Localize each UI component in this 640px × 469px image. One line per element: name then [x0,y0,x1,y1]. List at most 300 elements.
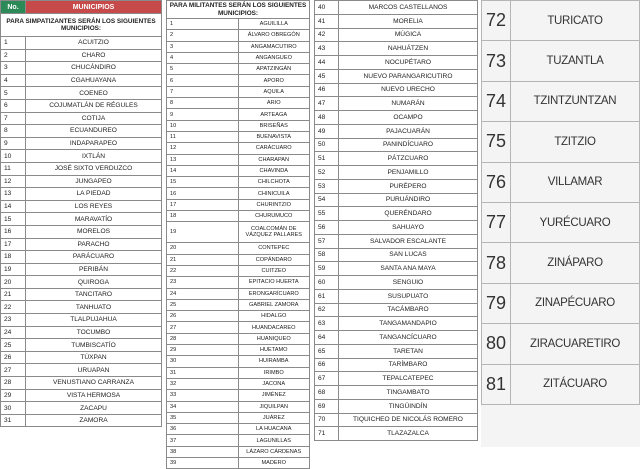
municipio-number: 8 [1,125,26,138]
municipio-row [167,188,310,199]
municipio-number: 55 [315,207,339,221]
municipio-name: JACONA [238,378,310,389]
municipio-row [167,311,310,322]
municipio-number: 54 [315,193,339,207]
municipio-number: 69 [315,399,339,413]
municipio-row [1,213,162,226]
municipio-number: 17 [167,199,239,210]
municipio-name: ARTEAGA [238,109,310,120]
header-no: No. [1,1,26,14]
municipio-row [167,98,310,109]
municipio-row [167,367,310,378]
municipio-number: 14 [1,200,26,213]
municipio-name: MÚGICA [339,28,478,42]
municipio-row [482,1,640,41]
municipio-number: 11 [1,162,26,175]
municipio-number: 57 [315,234,339,248]
municipio-row [315,262,478,276]
sympathizers-table [0,0,162,427]
municipio-name: LOS REYES [26,200,162,213]
municipio-row [1,225,162,238]
municipio-row [167,265,310,276]
municipio-name: TLALPUJAHUA [26,314,162,327]
municipio-name: TACÁMBARO [339,303,478,317]
municipio-name: TÚXPAN [26,351,162,364]
municipio-name: CHAVINDA [238,165,310,176]
sympathizers-title: PARA SIMPATIZANTES SERÁN LOS SIGUIENTES MUNICIPIOS: [1,14,162,37]
municipio-name: SALVADOR ESCALANTE [339,234,478,248]
municipio-number: 4 [167,52,239,63]
municipio-number: 16 [167,188,239,199]
municipio-number: 35 [167,412,239,423]
municipio-name: QUERÉNDARO [339,207,478,221]
municipio-row [482,364,640,404]
municipio-name: SUSUPUATO [339,289,478,303]
municipio-row [167,277,310,288]
header-municipios: MUNICIPIOS [26,1,162,14]
municipio-name: ZINAPÉCUARO [511,283,640,323]
municipio-row [1,188,162,201]
municipio-name: MORELIA [339,14,478,28]
municipio-number: 37 [167,435,239,446]
municipio-row [1,238,162,251]
municipio-name: COJUMATLÁN DE RÉGULES [26,99,162,112]
municipio-row [315,83,478,97]
municipio-number: 25 [167,299,239,310]
municipio-row [482,324,640,364]
municipio-name: TOCUMBO [26,326,162,339]
municipio-row [167,41,310,52]
municipio-name: CHURUMUCO [238,211,310,222]
municipio-number: 76 [482,162,511,202]
municipio-number: 59 [315,262,339,276]
municipio-number: 79 [482,283,511,323]
municipio-name: SAHUAYO [339,221,478,235]
municipio-number: 21 [1,288,26,301]
municipio-row [167,457,310,468]
municipio-number: 9 [1,137,26,150]
municipio-row [315,69,478,83]
municipio-row [315,56,478,70]
municipio-number: 15 [1,213,26,226]
municipio-name: EPITACIO HUERTA [238,277,310,288]
municipio-number: 24 [167,288,239,299]
sympathizers-panel [0,0,162,447]
municipio-name: BUENAVISTA [238,131,310,142]
municipio-row [167,109,310,120]
municipio-name: ZIRACUARETIRO [511,324,640,364]
municipio-name: LAGUNILLAS [238,435,310,446]
municipio-name: ACUITZIO [26,37,162,50]
municipio-row [167,299,310,310]
municipio-row [315,221,478,235]
municipio-name: NAHUÁTZEN [339,42,478,56]
municipio-number: 19 [167,222,239,243]
municipio-number: 27 [167,322,239,333]
municipio-row [315,42,478,56]
municipio-name: TIQUICHEO DE NICOLÁS ROMERO [339,413,478,427]
municipio-name: TANGAMANDAPIO [339,317,478,331]
municipio-number: 58 [315,248,339,262]
municipio-name: ECUANDUREO [26,125,162,138]
municipio-row [167,165,310,176]
municipio-name: MADERO [238,457,310,468]
municipio-number: 10 [167,120,239,131]
municipio-number: 19 [1,263,26,276]
municipio-name: TUZANTLA [511,41,640,81]
municipio-name: URUAPAN [26,364,162,377]
municipio-row [315,28,478,42]
municipio-number: 1 [1,37,26,50]
municipio-name: ZAMORA [26,414,162,427]
municipio-number: 6 [167,75,239,86]
municipio-row [482,122,640,162]
municipio-number: 20 [167,243,239,254]
municipio-row [315,207,478,221]
municipio-row [315,14,478,28]
municipio-name: TANGANCÍCUARO [339,331,478,345]
municipio-name: PARACHO [26,238,162,251]
municipio-name: TZINTZUNTZAN [511,81,640,121]
municipio-name: COTIJA [26,112,162,125]
militants-title: PARA MILITANTES SERÁN LOS SIGUIENTES MUNICIPIOS: [167,1,310,19]
municipio-name: JUNGAPEO [26,175,162,188]
municipio-name: JUÁREZ [238,412,310,423]
municipio-row [315,166,478,180]
municipio-number: 73 [482,41,511,81]
municipio-name: PÁTZCUARO [339,152,478,166]
municipio-row [167,64,310,75]
municipio-row [315,179,478,193]
municipio-name: IXTLÁN [26,150,162,163]
municipio-row [1,339,162,352]
municipio-number: 45 [315,69,339,83]
municipio-number: 15 [167,177,239,188]
municipio-name: SENGUIO [339,276,478,290]
municipio-row [1,389,162,402]
municipio-name: GABRIEL ZAMORA [238,299,310,310]
municipio-row [315,289,478,303]
municipio-row [167,243,310,254]
municipio-number: 38 [167,446,239,457]
municipio-number: 56 [315,221,339,235]
municipio-row [315,124,478,138]
municipio-row [315,331,478,345]
municipio-row [315,138,478,152]
municipio-name: CHURINTZIO [238,199,310,210]
municipio-name: SAN LUCAS [339,248,478,262]
municipio-row [1,364,162,377]
municipio-number: 27 [1,364,26,377]
municipio-number: 75 [482,122,511,162]
municipio-row [315,193,478,207]
municipio-number: 51 [315,152,339,166]
municipio-name: QUIROGA [26,276,162,289]
municipio-row [167,378,310,389]
municipio-number: 20 [1,276,26,289]
municipio-name: INDAPARAPEO [26,137,162,150]
municipio-name: ANGAMACUTIRO [238,41,310,52]
municipio-row [315,386,478,400]
municipio-row [1,87,162,100]
militants-final-table [481,0,640,405]
municipio-row [167,333,310,344]
municipio-name: ZITÁCUARO [511,364,640,404]
municipio-row [167,199,310,210]
municipio-row [1,314,162,327]
municipio-number: 65 [315,344,339,358]
municipio-number: 42 [315,28,339,42]
municipio-number: 31 [1,414,26,427]
municipio-number: 41 [315,14,339,28]
municipio-row [167,412,310,423]
municipio-number: 36 [167,424,239,435]
municipio-number: 31 [167,367,239,378]
municipio-number: 10 [1,150,26,163]
municipio-name: MARCOS CASTELLANOS [339,1,478,15]
municipio-number: 49 [315,124,339,138]
municipio-number: 66 [315,358,339,372]
municipio-row [167,154,310,165]
municipio-name: ZINÁPARO [511,243,640,283]
municipio-name: PURÉPERO [339,179,478,193]
municipio-row [1,150,162,163]
municipio-name: TLAZAZALCA [339,427,478,441]
municipio-row [1,414,162,427]
municipio-row [167,356,310,367]
municipio-name: PANINDÍCUARO [339,138,478,152]
municipio-number: 29 [1,389,26,402]
municipio-row [315,317,478,331]
municipio-number: 34 [167,401,239,412]
municipio-name: HUANDACAREO [238,322,310,333]
municipio-number: 8 [167,98,239,109]
municipio-name: TURICATO [511,1,640,41]
municipio-number: 7 [1,112,26,125]
municipio-number: 13 [1,188,26,201]
municipio-number: 11 [167,131,239,142]
municipio-row [482,243,640,283]
municipio-row [167,19,310,30]
municipio-number: 7 [167,86,239,97]
municipio-name: APATZINGÁN [238,64,310,75]
municipio-number: 23 [1,314,26,327]
militants-final-panel [481,0,640,447]
municipio-row [167,75,310,86]
municipio-name: ARIO [238,98,310,109]
municipio-number: 28 [167,333,239,344]
municipio-number: 62 [315,303,339,317]
municipio-row [167,401,310,412]
municipio-number: 1 [167,19,239,30]
municipio-row [167,435,310,446]
municipio-number: 40 [315,1,339,15]
municipio-row [315,248,478,262]
municipio-number: 63 [315,317,339,331]
municipio-number: 3 [167,41,239,52]
municipio-number: 52 [315,166,339,180]
municipio-row [315,344,478,358]
municipio-number: 29 [167,345,239,356]
municipio-row [482,162,640,202]
municipio-number: 25 [1,339,26,352]
municipio-row [167,254,310,265]
municipio-row [167,222,310,243]
municipio-number: 12 [1,175,26,188]
municipio-row [1,137,162,150]
municipio-number: 33 [167,390,239,401]
municipio-name: TANHUATO [26,301,162,314]
municipio-name: JIMÉNEZ [238,390,310,401]
municipio-number: 46 [315,83,339,97]
municipio-row [167,131,310,142]
municipio-number: 26 [167,311,239,322]
municipio-name: AGUILILLA [238,19,310,30]
municipio-row [1,251,162,264]
municipio-number: 23 [167,277,239,288]
municipio-number: 30 [167,356,239,367]
municipio-name: TINGAMBATO [339,386,478,400]
municipio-name: BRISEÑAS [238,120,310,131]
municipio-row [1,37,162,50]
municipio-number: 64 [315,331,339,345]
municipio-row [167,177,310,188]
municipio-name: CARÁCUARO [238,143,310,154]
municipio-row [315,413,478,427]
municipio-name: OCAMPO [339,111,478,125]
municipio-name: TARÍMBARO [339,358,478,372]
municipio-name: CHUCÁNDIRO [26,62,162,75]
municipio-number: 67 [315,372,339,386]
municipio-number: 3 [1,62,26,75]
municipio-number: 5 [1,87,26,100]
municipio-number: 53 [315,179,339,193]
municipio-row [315,1,478,15]
municipio-name: PERIBÁN [26,263,162,276]
municipio-name: TEPALCATEPEC [339,372,478,386]
municipio-name: PARÁCUARO [26,251,162,264]
municipio-row [315,427,478,441]
municipio-row [315,234,478,248]
municipio-number: 26 [1,351,26,364]
municipio-row [167,211,310,222]
municipio-number: 80 [482,324,511,364]
municipio-name: TUMBISCATÍO [26,339,162,352]
municipio-name: TANCITARO [26,288,162,301]
municipio-name: VILLAMAR [511,162,640,202]
municipio-name: JOSÉ SIXTO VERDUZCO [26,162,162,175]
municipio-row [1,49,162,62]
municipio-name: ANGANGUEO [238,52,310,63]
municipio-name: AQUILA [238,86,310,97]
municipio-name: ERONGARÍCUARO [238,288,310,299]
municipio-name: CHARAPAN [238,154,310,165]
municipio-row [482,283,640,323]
militants-continued-table [314,0,478,441]
municipio-row [1,62,162,75]
municipio-row [167,424,310,435]
militants-continued-panel [314,0,478,447]
municipio-name: LÁZARO CÁRDENAS [238,446,310,457]
municipio-name: PAJACUARÁN [339,124,478,138]
municipio-name: MORELOS [26,225,162,238]
municipio-name: MARAVATÍO [26,213,162,226]
municipio-number: 6 [1,99,26,112]
municipio-name: NUMARÁN [339,97,478,111]
municipio-number: 21 [167,254,239,265]
municipio-number: 39 [167,457,239,468]
municipio-number: 22 [167,265,239,276]
municipio-name: VISTA HERMOSA [26,389,162,402]
municipio-row [1,402,162,415]
municipio-row [167,86,310,97]
municipio-name: HIDALGO [238,311,310,322]
municipio-number: 30 [1,402,26,415]
municipio-number: 78 [482,243,511,283]
municipio-name: JIQUILPAN [238,401,310,412]
municipio-number: 71 [315,427,339,441]
municipio-row [1,162,162,175]
municipio-row [315,152,478,166]
municipio-name: COALCOMÁN DE VÁZQUEZ PALLARES [238,222,310,243]
municipio-number: 24 [1,326,26,339]
municipio-row [167,345,310,356]
municipio-row [315,372,478,386]
municipio-row [167,446,310,457]
municipio-name: TINGÜINDÍN [339,399,478,413]
municipio-name: NUEVO PARANGARICUTIRO [339,69,478,83]
municipio-number: 2 [1,49,26,62]
municipio-number: 43 [315,42,339,56]
municipio-row [1,276,162,289]
municipio-row [167,390,310,401]
municipio-name: ÁLVARO OBREGÓN [238,30,310,41]
municipio-name: CHILCHOTA [238,177,310,188]
municipio-name: HUETAMO [238,345,310,356]
municipio-number: 81 [482,364,511,404]
municipio-row [315,303,478,317]
municipio-number: 32 [167,378,239,389]
municipio-row [315,276,478,290]
municipio-row [167,143,310,154]
militants-panel [166,0,310,467]
municipio-number: 28 [1,377,26,390]
municipio-row [1,200,162,213]
municipio-number: 12 [167,143,239,154]
municipio-row [315,399,478,413]
municipio-row [1,125,162,138]
municipio-number: 44 [315,56,339,70]
municipio-number: 14 [167,165,239,176]
municipio-name: COENEO [26,87,162,100]
municipio-name: LA HUACANA [238,424,310,435]
municipio-row [482,81,640,121]
municipio-name: CGAHUAYANA [26,74,162,87]
municipio-number: 77 [482,202,511,242]
municipio-number: 22 [1,301,26,314]
municipio-row [167,52,310,63]
municipio-row [1,74,162,87]
municipio-row [482,41,640,81]
municipio-number: 50 [315,138,339,152]
municipio-number: 5 [167,64,239,75]
municipio-number: 60 [315,276,339,290]
municipio-name: IRIMBO [238,367,310,378]
municipio-row [167,322,310,333]
municipio-number: 2 [167,30,239,41]
municipio-name: TARETAN [339,344,478,358]
municipio-number: 18 [167,211,239,222]
